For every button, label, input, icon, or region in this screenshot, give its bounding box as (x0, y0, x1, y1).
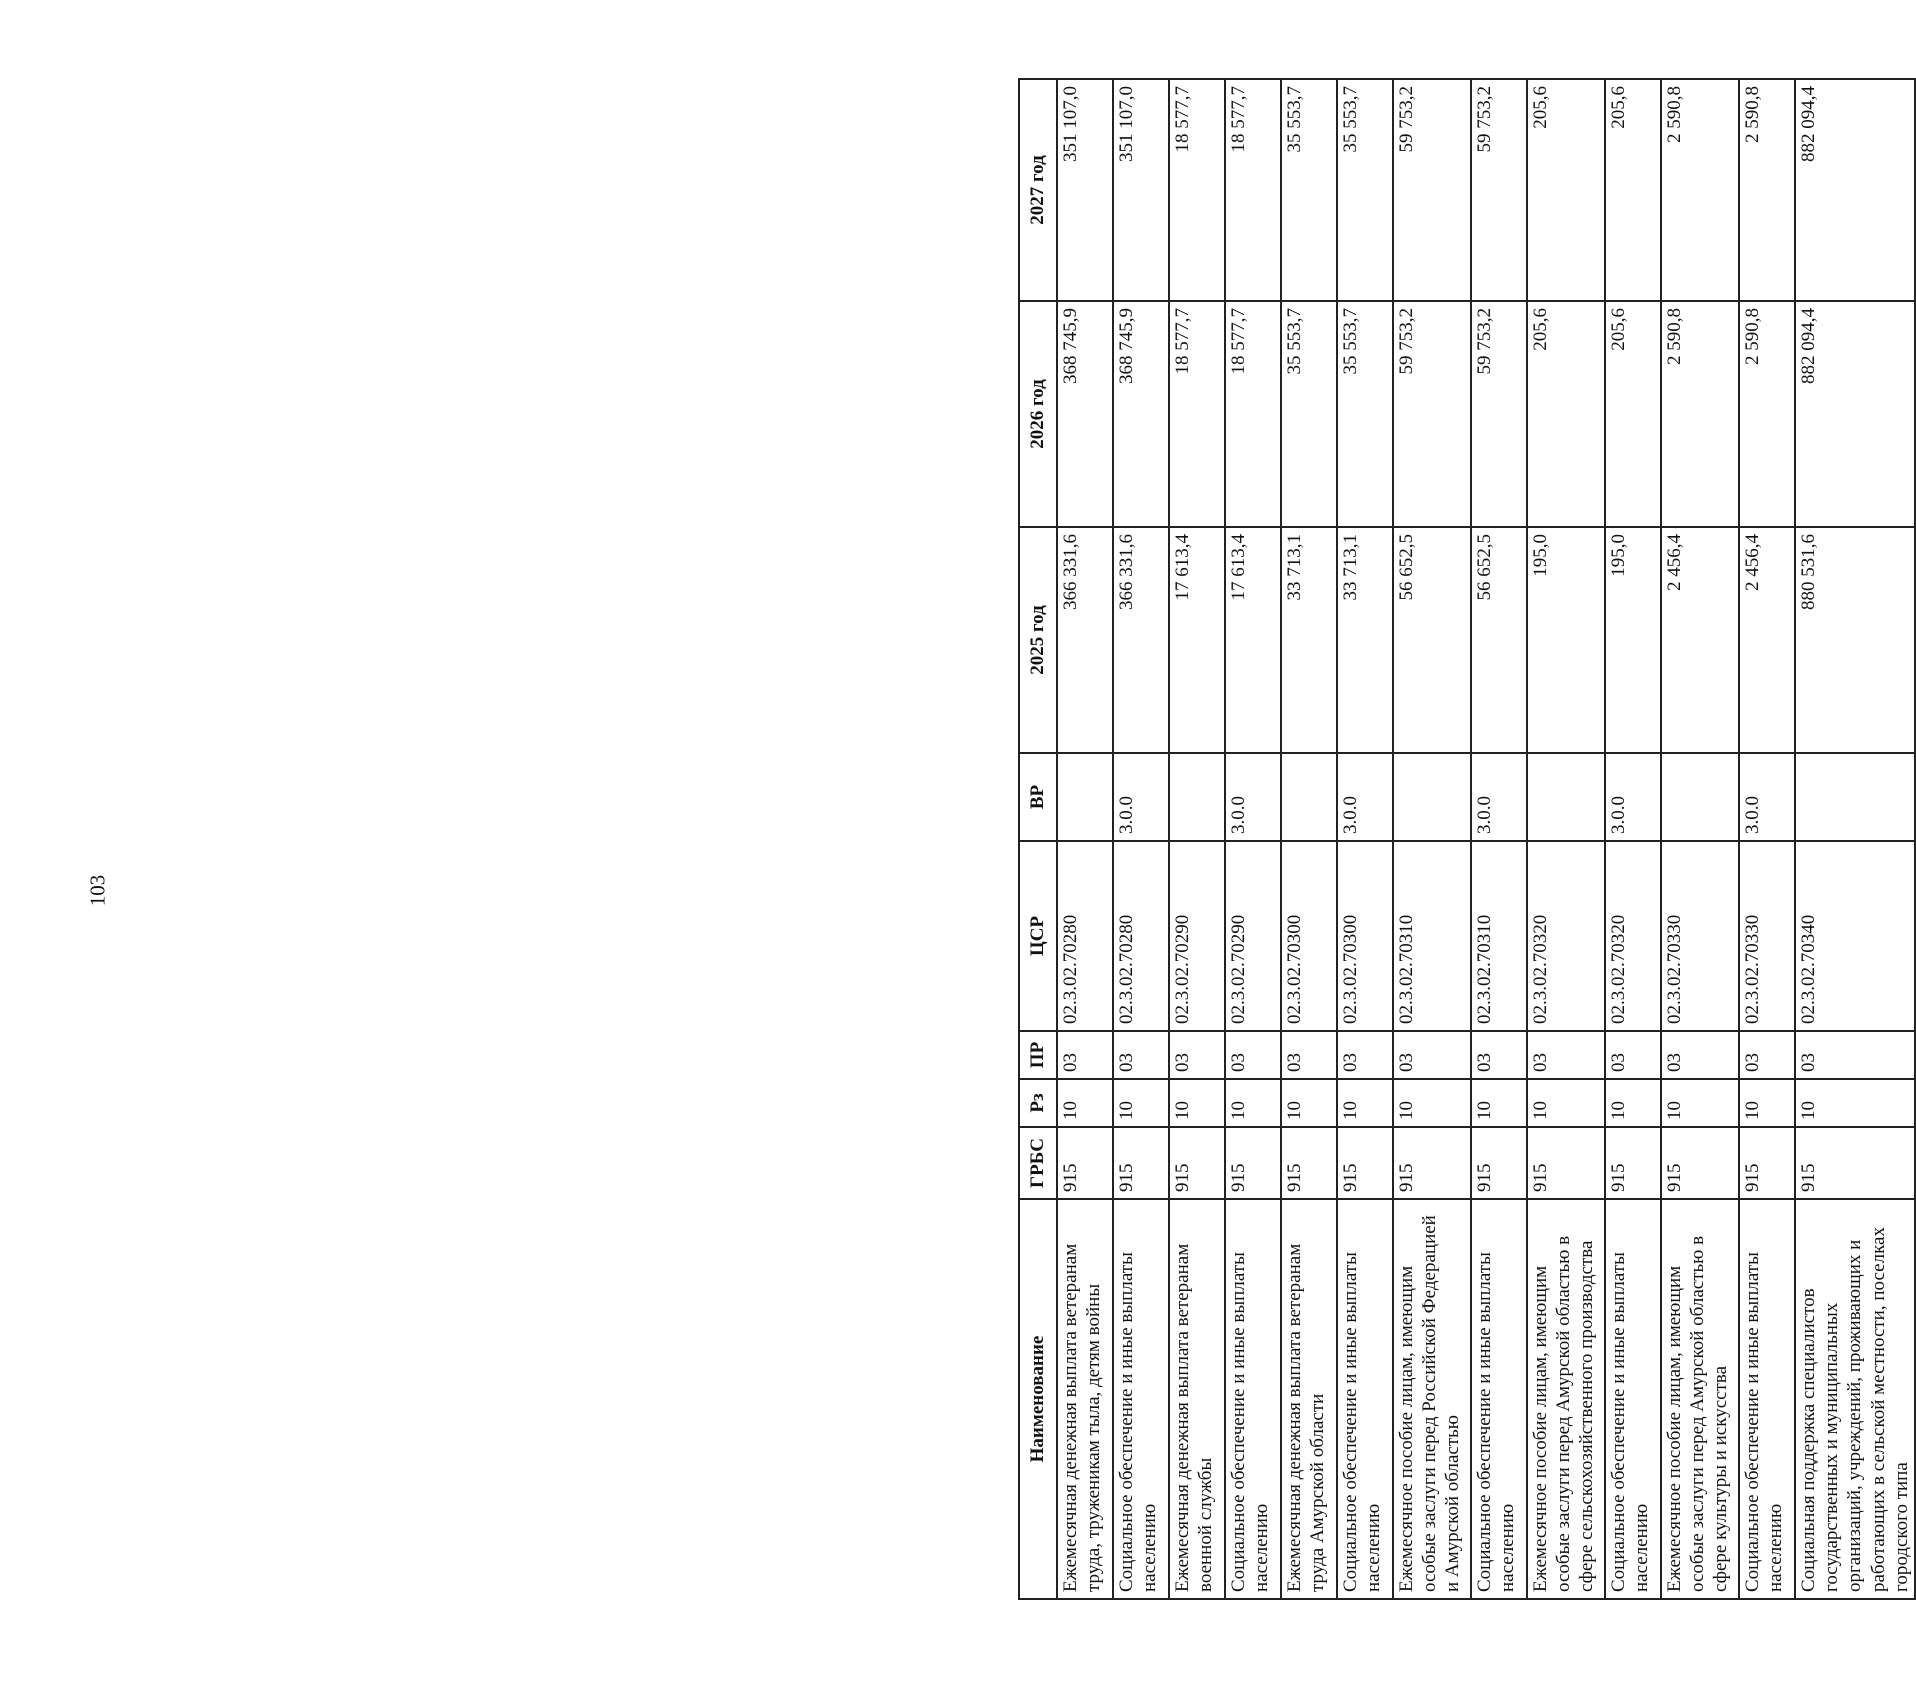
cell-csr: 02.3.02.70330 (1661, 841, 1739, 1031)
cell-2027: 2 590,8 (1739, 79, 1795, 301)
cell-csr: 02.3.02.70300 (1337, 841, 1393, 1031)
cell-rz: 10 (1337, 1079, 1393, 1127)
cell-grbs: 915 (1471, 1127, 1527, 1199)
cell-name: Ежемесячная денежная выплата ветеранам труда Амурской области (1281, 1199, 1337, 1599)
cell-2027: 205,6 (1605, 79, 1661, 301)
cell-pr: 03 (1057, 1031, 1113, 1079)
cell-name: Социальное обеспечение и иные выплаты населению (1337, 1199, 1393, 1599)
cell-pr: 03 (1393, 1031, 1471, 1079)
cell-name: Ежемесячная денежная выплата ветеранам военной службы (1169, 1199, 1225, 1599)
cell-pr: 03 (1471, 1031, 1527, 1079)
table-row (1661, 79, 1739, 1599)
cell-pr: 03 (1225, 1031, 1281, 1079)
table-row (1057, 79, 1113, 1599)
cell-csr: 02.3.02.70320 (1605, 841, 1661, 1031)
header-grbs: ГРБС (1019, 1127, 1057, 1199)
table-row (1281, 79, 1337, 1599)
cell-2026: 35 553,7 (1281, 301, 1337, 527)
cell-2026: 2 590,8 (1661, 301, 1739, 527)
cell-csr: 02.3.02.70340 (1795, 841, 1915, 1031)
cell-2026: 18 577,7 (1169, 301, 1225, 527)
cell-2026: 18 577,7 (1225, 301, 1281, 527)
cell-2027: 351 107,0 (1057, 79, 1113, 301)
cell-2026: 59 753,2 (1393, 301, 1471, 527)
table-row (1527, 79, 1605, 1599)
cell-csr: 02.3.02.70290 (1225, 841, 1281, 1031)
table-row (1393, 79, 1471, 1599)
cell-2027: 351 107,0 (1113, 79, 1169, 301)
cell-pr: 03 (1113, 1031, 1169, 1079)
cell-grbs: 915 (1393, 1127, 1471, 1199)
cell-vr (1661, 753, 1739, 841)
header-2025: 2025 год (1019, 527, 1057, 753)
cell-grbs: 915 (1225, 1127, 1281, 1199)
cell-grbs: 915 (1795, 1127, 1915, 1199)
table-row (1605, 79, 1661, 1599)
cell-2027: 35 553,7 (1337, 79, 1393, 301)
cell-grbs: 915 (1605, 1127, 1661, 1199)
cell-rz: 10 (1795, 1079, 1915, 1127)
table-row (1113, 79, 1169, 1599)
table-header-row (1019, 79, 1057, 1599)
cell-pr: 03 (1661, 1031, 1739, 1079)
cell-rz: 10 (1393, 1079, 1471, 1127)
cell-vr: 3.0.0 (1225, 753, 1281, 841)
cell-2027: 205,6 (1527, 79, 1605, 301)
table-row (1337, 79, 1393, 1599)
cell-name: Ежемесячная денежная выплата ветеранам труда, труженикам тыла, детям войны (1057, 1199, 1113, 1599)
cell-pr: 03 (1739, 1031, 1795, 1079)
cell-rz: 10 (1471, 1079, 1527, 1127)
table-row (1795, 79, 1915, 1599)
cell-pr: 03 (1605, 1031, 1661, 1079)
cell-2026: 2 590,8 (1739, 301, 1795, 527)
cell-name: Социальное обеспечение и иные выплаты населению (1225, 1199, 1281, 1599)
cell-2026: 205,6 (1527, 301, 1605, 527)
cell-2027: 2 590,8 (1661, 79, 1739, 301)
cell-name: Социальное обеспечение и иные выплаты населению (1113, 1199, 1169, 1599)
cell-2025: 33 713,1 (1337, 527, 1393, 753)
cell-2025: 195,0 (1527, 527, 1605, 753)
cell-2025: 366 331,6 (1057, 527, 1113, 753)
cell-2027: 18 577,7 (1169, 79, 1225, 301)
cell-csr: 02.3.02.70310 (1393, 841, 1471, 1031)
cell-2025: 17 613,4 (1169, 527, 1225, 753)
table-row (1225, 79, 1281, 1599)
cell-2025: 195,0 (1605, 527, 1661, 753)
cell-grbs: 915 (1739, 1127, 1795, 1199)
cell-2027: 35 553,7 (1281, 79, 1337, 301)
cell-csr: 02.3.02.70290 (1169, 841, 1225, 1031)
cell-name: Ежемесячное пособие лицам, имеющим особые заслуги перед Российской Федерацией и Амурской областью (1393, 1199, 1471, 1599)
header-rz: Рз (1019, 1079, 1057, 1127)
cell-rz: 10 (1281, 1079, 1337, 1127)
cell-grbs: 915 (1169, 1127, 1225, 1199)
header-vr: ВР (1019, 753, 1057, 841)
cell-vr: 3.0.0 (1605, 753, 1661, 841)
cell-vr (1057, 753, 1113, 841)
cell-name: Ежемесячное пособие лицам, имеющим особые заслуги перед Амурской областью в сфере сельскохозяйственного производства (1527, 1199, 1605, 1599)
cell-csr: 02.3.02.70300 (1281, 841, 1337, 1031)
cell-vr: 3.0.0 (1739, 753, 1795, 841)
header-2026: 2026 год (1019, 301, 1057, 527)
cell-vr (1527, 753, 1605, 841)
cell-csr: 02.3.02.70330 (1739, 841, 1795, 1031)
cell-rz: 10 (1739, 1079, 1795, 1127)
cell-pr: 03 (1169, 1031, 1225, 1079)
rotated-table-container (1018, 80, 1912, 1600)
cell-grbs: 915 (1661, 1127, 1739, 1199)
cell-vr: 3.0.0 (1113, 753, 1169, 841)
cell-2025: 56 652,5 (1471, 527, 1527, 753)
cell-2025: 56 652,5 (1393, 527, 1471, 753)
cell-vr (1169, 753, 1225, 841)
cell-2026: 882 094,4 (1795, 301, 1915, 527)
cell-pr: 03 (1281, 1031, 1337, 1079)
cell-vr (1281, 753, 1337, 841)
cell-2025: 2 456,4 (1661, 527, 1739, 753)
cell-2026: 205,6 (1605, 301, 1661, 527)
cell-csr: 02.3.02.70280 (1113, 841, 1169, 1031)
cell-2025: 33 713,1 (1281, 527, 1337, 753)
cell-name: Социальное обеспечение и иные выплаты населению (1605, 1199, 1661, 1599)
cell-pr: 03 (1795, 1031, 1915, 1079)
cell-name: Социальное обеспечение и иные выплаты населению (1471, 1199, 1527, 1599)
budget-table (1018, 78, 1916, 1600)
cell-rz: 10 (1527, 1079, 1605, 1127)
cell-2026: 59 753,2 (1471, 301, 1527, 527)
cell-rz: 10 (1113, 1079, 1169, 1127)
page-number: 103 (85, 874, 110, 907)
cell-name: Социальное обеспечение и иные выплаты населению (1739, 1199, 1795, 1599)
cell-csr: 02.3.02.70280 (1057, 841, 1113, 1031)
cell-csr: 02.3.02.70310 (1471, 841, 1527, 1031)
cell-vr: 3.0.0 (1337, 753, 1393, 841)
cell-2026: 368 745,9 (1057, 301, 1113, 527)
cell-grbs: 915 (1527, 1127, 1605, 1199)
cell-rz: 10 (1605, 1079, 1661, 1127)
cell-name: Ежемесячное пособие лицам, имеющим особые заслуги перед Амурской областью в сфере культуры и искусства (1661, 1199, 1739, 1599)
cell-grbs: 915 (1113, 1127, 1169, 1199)
header-pr: ПР (1019, 1031, 1057, 1079)
cell-name: Социальная поддержка специалистов государственных и муниципальных организаций, учреждений, проживающих и работающих в сельской местности, поселках городского типа (1795, 1199, 1915, 1599)
cell-2026: 35 553,7 (1337, 301, 1393, 527)
cell-pr: 03 (1527, 1031, 1605, 1079)
cell-pr: 03 (1337, 1031, 1393, 1079)
cell-2027: 59 753,2 (1471, 79, 1527, 301)
cell-rz: 10 (1225, 1079, 1281, 1127)
cell-grbs: 915 (1337, 1127, 1393, 1199)
cell-vr (1393, 753, 1471, 841)
header-2027: 2027 год (1019, 79, 1057, 301)
cell-vr (1795, 753, 1915, 841)
table-row (1169, 79, 1225, 1599)
cell-vr: 3.0.0 (1471, 753, 1527, 841)
cell-rz: 10 (1661, 1079, 1739, 1127)
cell-2027: 59 753,2 (1393, 79, 1471, 301)
cell-2025: 17 613,4 (1225, 527, 1281, 753)
header-name: Наименование (1019, 1199, 1057, 1599)
cell-2025: 2 456,4 (1739, 527, 1795, 753)
cell-csr: 02.3.02.70320 (1527, 841, 1605, 1031)
cell-grbs: 915 (1057, 1127, 1113, 1199)
cell-2027: 18 577,7 (1225, 79, 1281, 301)
cell-rz: 10 (1057, 1079, 1113, 1127)
table-row (1471, 79, 1527, 1599)
cell-2027: 882 094,4 (1795, 79, 1915, 301)
cell-rz: 10 (1169, 1079, 1225, 1127)
table-row (1739, 79, 1795, 1599)
cell-2026: 368 745,9 (1113, 301, 1169, 527)
cell-2025: 366 331,6 (1113, 527, 1169, 753)
header-csr: ЦСР (1019, 841, 1057, 1031)
cell-2025: 880 531,6 (1795, 527, 1915, 753)
cell-grbs: 915 (1281, 1127, 1337, 1199)
